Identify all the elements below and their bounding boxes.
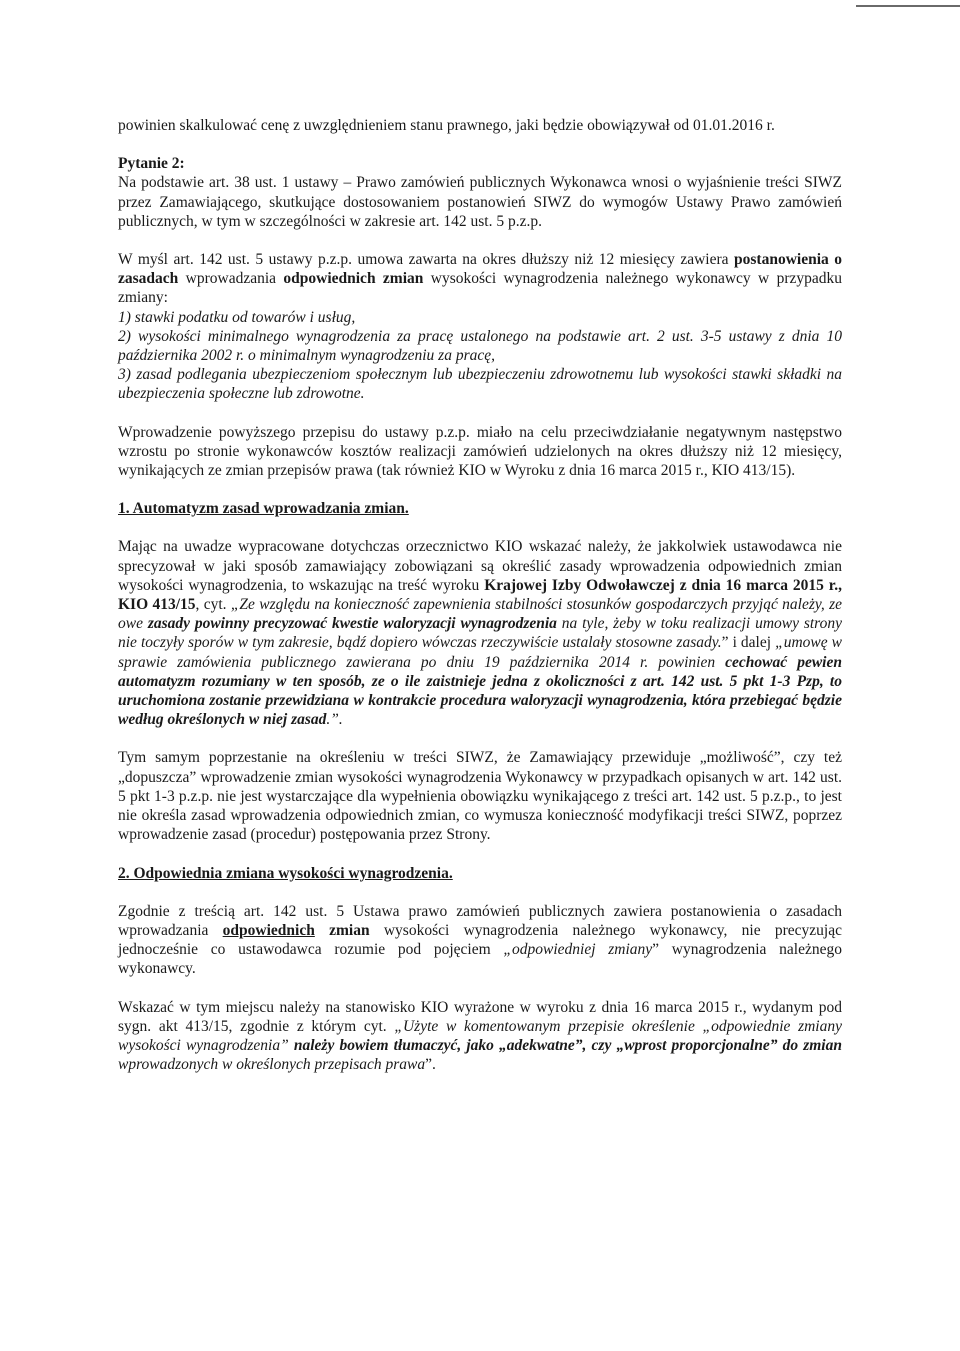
question-section <box>118 154 842 231</box>
intro-paragraph: powinien skalkulować cenę z uwzględnieniem stanu prawnego, jaki będzie obowiązywał od 01.01.2016 r. <box>118 117 775 134</box>
bold-underlined-phrase: odpowiednich <box>222 921 315 939</box>
bold-phrase: zmian <box>314 921 370 939</box>
paragraph-art-142-5: Zgodnie z treścią art. 142 ust. 5 Ustawa prawo zamówień publicznych zawiera postanowienia o zasadach wprowadzania odpowiednich zmian wysokości wynagrodzenia należnego wykonawcy, nie precyzując jednocześnie co ustawodawca rozumie pod pojęciem „odpowiedniej zmiany” wynagrodzenia należnego wykonawcy. <box>118 902 842 978</box>
bold-italic-phrase: należy bowiem tłumaczyć, jako „adekwatne”, czy „wprost proporcjonalne” do zmian <box>293 1036 842 1054</box>
paragraph-kio-ruling: Mając na uwadze wypracowane dotychczas orzecznictwo KIO wskazać należy, że jakkolwiek ustawodawca nie sprecyzował w jaki sposób zamawiający zobowiązani są określić zasady wprowadzenia odpowiednich zmian wysokości wynagrodzenia, to wskazując na treść wyroku Krajowej Izby Odwoławczej z dnia 16 marca 2015 r., KIO 413/15, cyt. „Ze względu na konieczność zapewnienia stabilności stosunków gospodarczych przyjąć należy, ze owe zasady powinny precyzować kwestie waloryzacji wynagrodzenia na tyle, żeby w toku realizacji umowy strony nie toczyły sporów w tym zakresie, bądź dopiero wówczas rzeczywiście ustalały stosowne zasady.” i dalej „umowę w sprawie zamówienia publicznego zawierana po dniu 19 października 2014 r. powinien cechować pewien automatyzm rozumiany w ten sposób, ze o ile zaistnieje jedna z okoliczności z art. 142 ust. 5 pkt 1-3 Pzp, to uruchomiona zostanie przewidziana w kontrakcie procedura waloryzacji wynagrodzenia, która przebiegać będzie według określonych w niej zasad.”. <box>118 538 843 729</box>
list-item: 2) wysokości minimalnego wynagrodzenia za pracę ustalonego na podstawie art. 2 ust. 3-5 ustawy z dnia 10 października 2002 r. o minimalnym wynagrodzeniu za pracę, <box>118 327 842 365</box>
bold-phrase: postanowienia o zasadach <box>118 251 842 288</box>
paragraph-purpose: Wprowadzenie powyższego przepisu do ustawy p.z.p. miało na celu przeciwdziałanie negatywnym następstwo wzrostu po stronie wykonawców kosztów realizacji zamówień udzielonych na okres dłuższy niż 12 miesięcy, wynikających ze zmian przepisów prawa (tak również KIO w Wyroku z dnia 16 marca 2015 r., KIO 413/15). <box>118 423 842 480</box>
question-label: Pytanie 2: <box>118 155 185 173</box>
paragraph-kio-position: Wskazać w tym miejscu należy na stanowisko KIO wyrażone w wyroku z dnia 16 marca 2015 r., wydanym pod sygn. akt 413/15, zgodnie z którym cyt. „Użyte w komentowanym przepisie określenie „odpowiednie zmiany wysokości wynagrodzenia” należy bowiem tłumaczyć, jako „adekwatne”, czy „wprost proporcjonalne” do zmian wprowadzonych w określonych przepisach prawa”. <box>118 998 842 1074</box>
paragraph-conclusion: Tym samym poprzestanie na określeniu w treści SIWZ, że Zamawiający przewiduje „możliwość”, czy też „dopuszcza” wprowadzenie zmian wysokości wynagrodzenia Wykonawcy w przypadkach opisanych w art. 142 ust. 5 pkt 1-3 p.z.p. nie jest wystarczające dla wypełnienia obowiązku wynikającego z treści art. 142 ust. 5 p.z.p., to jest nie określa zasad wprowadzenia odpowiednich zmian, co wymusza konieczność modyfikacji treści SIWZ, poprzez wprowadzenie zasad (procedur) postępowania przez Strony. <box>118 749 842 844</box>
bold-italic-phrase: zasady powinny precyzować kwestie waloryzacji wynagrodzenia <box>147 615 557 633</box>
paragraph-art-142: W myśl art. 142 ust. 5 ustawy p.z.p. umowa zawarta na okres dłuższy niż 12 miesięcy zawiera postanowienia o zasadach wprowadzania odpowiednich zmian wysokości wynagrodzenia należnego wykonawcy w przypadku zmiany: <box>118 251 842 307</box>
section-heading-1: 1. Automatyzm zasad wprowadzania zmian. <box>118 500 409 518</box>
section-heading-2: 2. Odpowiednia zmiana wysokości wynagrodzenia. <box>118 864 453 882</box>
bold-phrase: odpowiednich zmian <box>283 270 424 288</box>
change-cases-list <box>118 308 842 404</box>
document-page <box>118 116 842 1074</box>
question-body: Na podstawie art. 38 ust. 1 ustawy – Prawo zamówień publicznych Wykonawca wnosi o wyjaśnienie treści SIWZ przez Zamawiającego, skutkujące dostosowaniem postanowień SIWZ do wymogów Ustawy Prawo zamówień publicznych, w tym w szczególności w zakresie art. 142 ust. 5 p.z.p. <box>118 174 842 230</box>
bold-italic-phrase: cechować pewien automatyzm rozumiany w ten sposób, ze o ile zaistnieje jedna z okoliczności z art. 142 ust. 5 pkt 1-3 Pzp, to uruchomiona zostanie przewidziana w kontrakcie procedura waloryzacji wynagrodzenia, która przebiegać będzie według określonych w niej zasad <box>118 653 842 729</box>
bold-phrase: Krajowej Izby Odwoławczej z dnia 16 marca 2015 r., KIO 413/15 <box>118 576 842 614</box>
list-item: 1) stawki podatku od towarów i usług, <box>118 308 356 326</box>
list-item: 3) zasad podlegania ubezpieczeniom społecznym lub ubezpieczeniu zdrowotnemu lub wysokości stawki składki na ubezpieczenia społeczne lub zdrowotne. <box>118 366 842 403</box>
top-edge-rule <box>856 5 960 7</box>
